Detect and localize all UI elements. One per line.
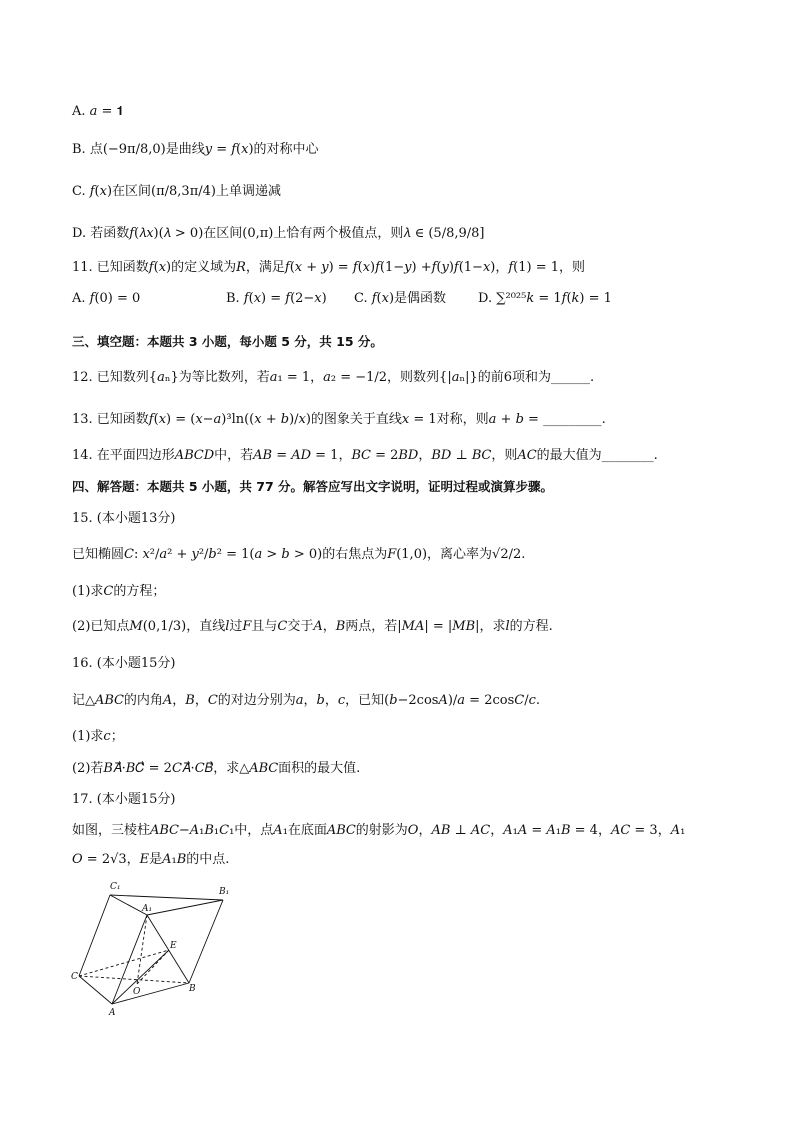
q17-header: 17. (本小题15分)	[72, 792, 176, 807]
q12: 12. 已知数列{𝑎ₙ}为等比数列，若𝑎₁ = 1，𝑎₂ = −1/2，则数列{|𝑎ₙ|}的前6项和为______.	[72, 370, 595, 385]
edge-o-e-dashed	[137, 950, 169, 984]
q16-stem: 记△𝐴𝐵𝐶的内角𝐴，𝐵，𝐶的对边分别为𝑎，𝑏，𝑐，已知(𝑏−2cos𝐴)/𝑎 = 2cos𝐶/𝑐.	[72, 693, 541, 708]
label-c1: C₁	[110, 882, 121, 892]
q11-option-c: C. 𝑓(𝑥)是偶函数	[354, 291, 447, 306]
q11-option-d: D. ∑²⁰²⁵𝑘 = 1𝑓(𝑘) = 1	[478, 291, 612, 306]
q11-option-b: B. 𝑓(𝑥) = 𝑓(2−𝑥)	[226, 291, 327, 306]
label-o: O	[133, 987, 141, 997]
label-e: E	[170, 941, 177, 951]
q11-option-a: A. 𝑓(0) = 0	[72, 291, 141, 306]
q10-option-a: A. 𝑎 = 𝟏	[72, 104, 124, 119]
label-c: C	[71, 972, 78, 982]
edge-c-a	[79, 976, 112, 1004]
q10-option-b: B. 点(−9π/8,0)是曲线𝑦 = 𝑓(𝑥)的对称中心	[72, 142, 319, 157]
q17-stem-line-2: 𝑂 = 2√3，𝐸是𝐴₁𝐵的中点.	[72, 852, 230, 867]
edge-b1-b	[189, 900, 223, 983]
label-a1: A₁	[142, 904, 153, 914]
q14: 14. 在平面四边形𝐴𝐵𝐶𝐷中，若𝐴𝐵 = 𝐴𝐷 = 1，𝐵𝐶 = 2𝐵𝐷，𝐵𝐷 ⊥ 𝐵𝐶，则𝐴𝐶的最大值为________.	[72, 448, 658, 463]
edge-a1-b1	[147, 900, 223, 915]
edge-a1-b	[147, 915, 189, 983]
edge-a1-o-dashed	[137, 915, 147, 984]
q10-option-d: D. 若函数𝑓(𝜆𝑥)(𝜆 > 0)在区间(0,π)上恰有两个极值点，则𝜆 ∈ (5/8,9/8]	[72, 226, 485, 241]
label-a: A	[109, 1008, 116, 1018]
section-3-heading: 三、填空题：本题共 3 小题，每小题 5 分，共 15 分。	[72, 334, 383, 349]
q13: 13. 已知函数𝑓(𝑥) = (𝑥−𝑎)³ln((𝑥 + 𝑏)/𝑥)的图象关于直线𝑥 = 1对称，则𝑎 + 𝑏 = _________.	[72, 412, 606, 427]
q16-header: 16. (本小题15分)	[72, 656, 176, 671]
edge-c-b-dashed	[79, 976, 189, 983]
edge-c1-c	[79, 895, 110, 976]
q17-stem-line-1: 如图，三棱柱𝐴𝐵𝐶−𝐴₁𝐵₁𝐶₁中，点𝐴₁在底面𝐴𝐵𝐶的射影为𝑂，𝐴𝐵 ⊥ 𝐴𝐶，𝐴₁𝐴 = 𝐴₁𝐵 = 4，𝐴𝐶 = 3，𝐴₁	[72, 823, 686, 838]
q15-stem: 已知椭圆𝐶: 𝑥²/𝑎² + 𝑦²/𝑏² = 1(𝑎 > 𝑏 > 0)的右焦点为𝐹(1,0)，离心率为√2/2.	[72, 547, 526, 562]
q11-stem: 11. 已知函数𝑓(𝑥)的定义域为𝑅，满足𝑓(𝑥 + 𝑦) = 𝑓(𝑥)𝑓(1−𝑦) +𝑓(𝑦)𝑓(1−𝑥)，𝑓(1) = 1，则	[72, 260, 586, 275]
q15-header: 15. (本小题13分)	[72, 511, 176, 526]
label-b1: B₁	[219, 887, 230, 897]
prism-figure	[66, 878, 246, 1018]
q15-part-2: (2)已知点𝑀(0,1/3)，直线𝑙过𝐹且与𝐶交于𝐴，𝐵两点，若|𝑀𝐴| = |𝑀𝐵|，求𝑙的方程.	[72, 619, 553, 634]
section-4-heading: 四、解答题：本题共 5 小题，共 77 分。解答应写出文字说明，证明过程或演算步骤。	[72, 479, 554, 494]
edge-a1-a	[112, 915, 147, 1004]
edge-c1-b1	[110, 895, 223, 900]
q16-part-1: (1)求𝑐；	[72, 729, 124, 744]
q16-part-2: (2)若𝐵𝐴⃗·𝐵𝐶⃗ = 2𝐶𝐴⃗·𝐶𝐵⃗，求△𝐴𝐵𝐶面积的最大值.	[72, 761, 361, 776]
label-b: B	[189, 984, 196, 994]
q15-part-1: (1)求𝐶的方程；	[72, 584, 166, 599]
q10-option-c: C. 𝑓(𝑥)在区间(π/8,3π/4)上单调递减	[72, 184, 281, 199]
